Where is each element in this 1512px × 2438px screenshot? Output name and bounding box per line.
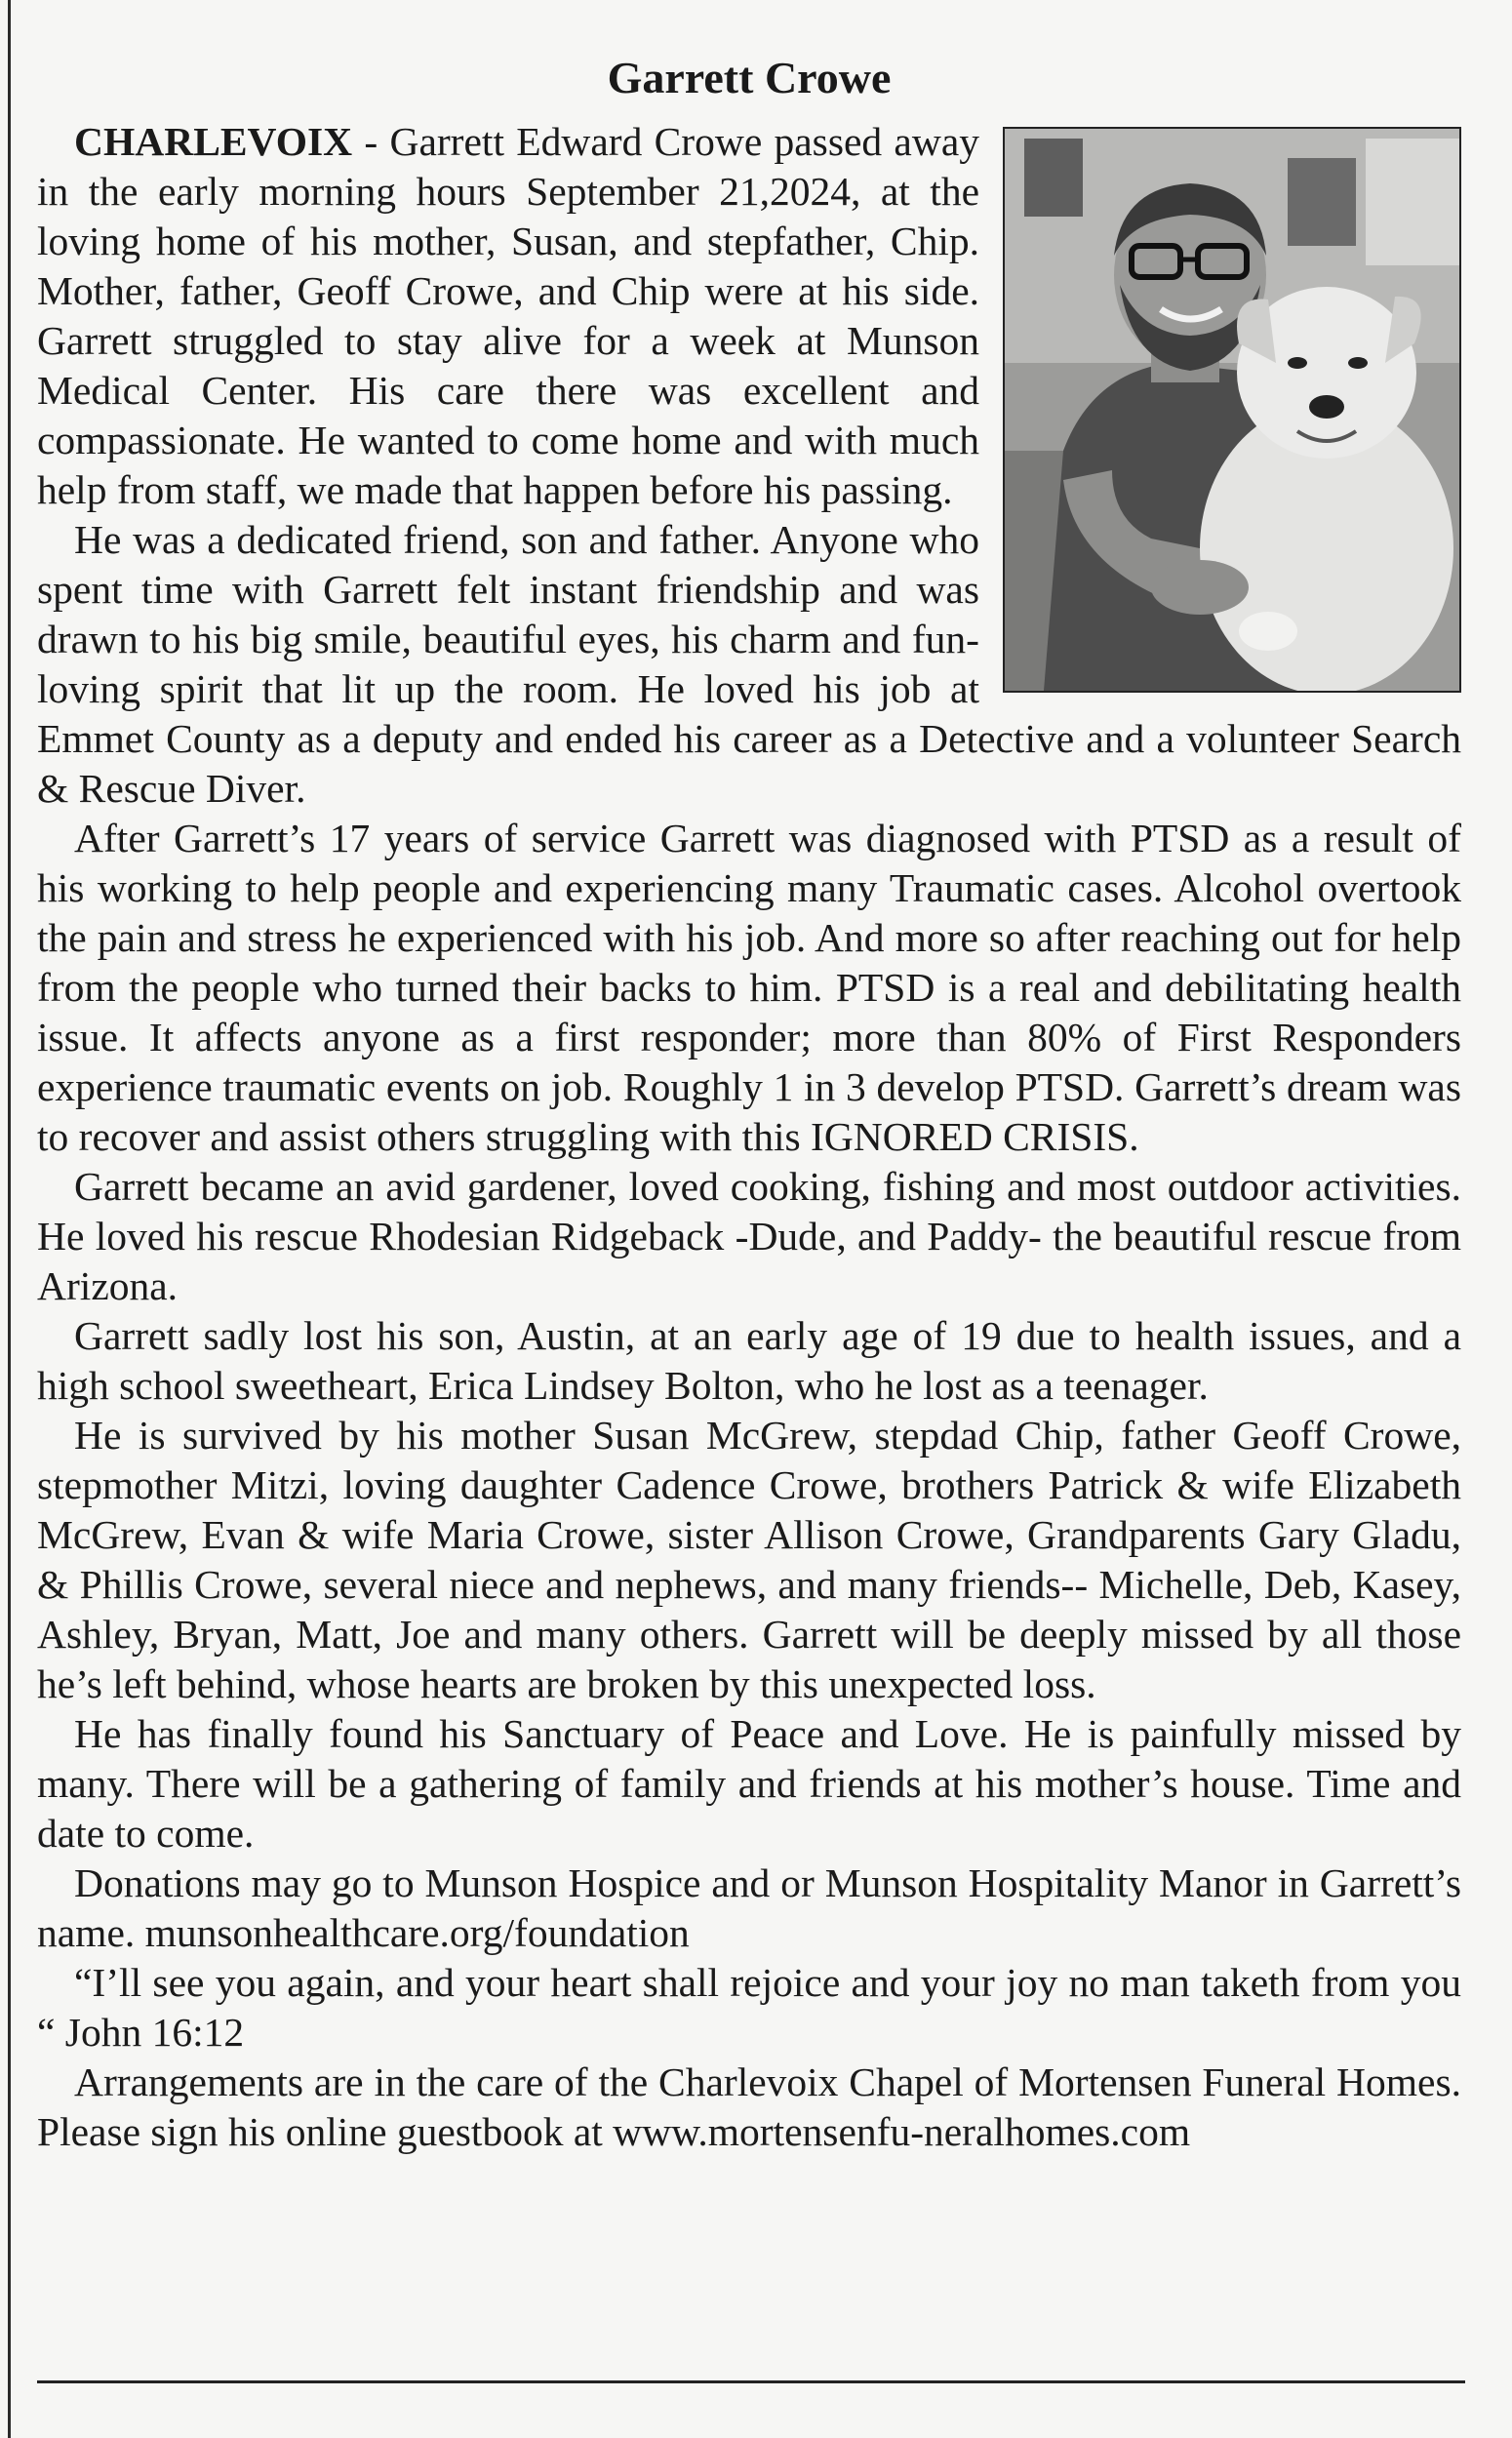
- obituary-paragraph: He is survived by his mother Susan McGrew, stepdad Chip, father Geoff Crowe, stepmother Mitzi, loving daughter Cadence Crowe, brothers Patrick & wife Elizabeth McGrew, Evan & wife Maria Crowe, sister Allison Crowe, Grandparents Gary Gladu, & Phillis Crowe, several niece and nephews, and many friends-- Michelle, Deb, Kasey, Ashley, Bryan, Matt, Joe and many others. Garrett will be deeply missed by all those he’s left behind, whose hearts are broken by this unexpected loss.: [37, 1413, 1461, 1706]
- bottom-rule: [37, 2380, 1465, 2383]
- left-column-rule: [8, 0, 11, 2438]
- obituary-paragraph: “I’ll see you again, and your heart shall rejoice and your joy no man taketh from you “ John 16:12: [37, 1960, 1461, 2055]
- obituary-article: [37, 47, 1461, 2157]
- obituary-paragraph: Garrett became an avid gardener, loved cooking, fishing and most outdoor activities. He loved his rescue Rhodesian Ridgeback -Dude, and Paddy- the beautiful rescue from Arizona.: [37, 1164, 1461, 1308]
- portrait-photo: [1003, 127, 1461, 693]
- obituary-paragraph: After Garrett’s 17 years of service Garrett was diagnosed with PTSD as a result of his working to help people and experiencing many Traumatic cases. Alcohol overtook the pain and stress he experienced with his job. And more so after reaching out for help from the people who turned their backs to him. PTSD is a real and debilitating health issue. It affects anyone as a first responder; more than 80% of First Responders experience traumatic events on job. Roughly 1 in 3 develop PTSD. Garrett’s dream was to recover and assist others struggling with this IGNORED CRISIS.: [37, 816, 1461, 1159]
- obituary-paragraph: Donations may go to Munson Hospice and or Munson Hospitality Manor in Garrett’s name. munsonhealthcare.org/foundation: [37, 1860, 1461, 1955]
- obituary-title: Garrett Crowe: [607, 53, 892, 102]
- paragraph-text: - Garrett Edward Crowe passed away in the early morning hours September 21,2024, at the loving home of his mother, Susan, and stepfather, Chip. Mother, father, Geoff Crowe, and Chip were at his side. Garrett struggled to stay alive for a week at Munson Medical Center. His care there was excellent and compassionate. He wanted to come home and with much help from staff, we made that happen before his passing.: [37, 119, 979, 512]
- obituary-paragraph: Garrett sadly lost his son, Austin, at an early age of 19 due to health issues, and a high school sweetheart, Erica Lindsey Bolton, who he lost as a teenager.: [37, 1313, 1461, 1408]
- portrait-photo-image: [1005, 129, 1459, 691]
- obituary-paragraph: He has finally found his Sanctuary of Peace and Love. He is painfully missed by many. There will be a gathering of family and friends at his mother’s house. Time and date to come.: [37, 1711, 1461, 1856]
- obituary-paragraph: He was a dedicated friend, son and father. Anyone who spent time with Garrett felt instant friendship and was drawn to his big smile, beautiful eyes, his charm and fun-loving spirit that lit up the room. He loved his job at Emmet County as a deputy and ended his career as a Detective and a volunteer Search & Rescue Diver.: [37, 517, 1461, 811]
- obituary-paragraph: Arrangements are in the care of the Charlevoix Chapel of Mortensen Funeral Homes. Please sign his online guestbook at www.mortensenfu-neralhomes.com: [37, 2059, 1461, 2154]
- dateline: CHARLEVOIX: [74, 119, 353, 164]
